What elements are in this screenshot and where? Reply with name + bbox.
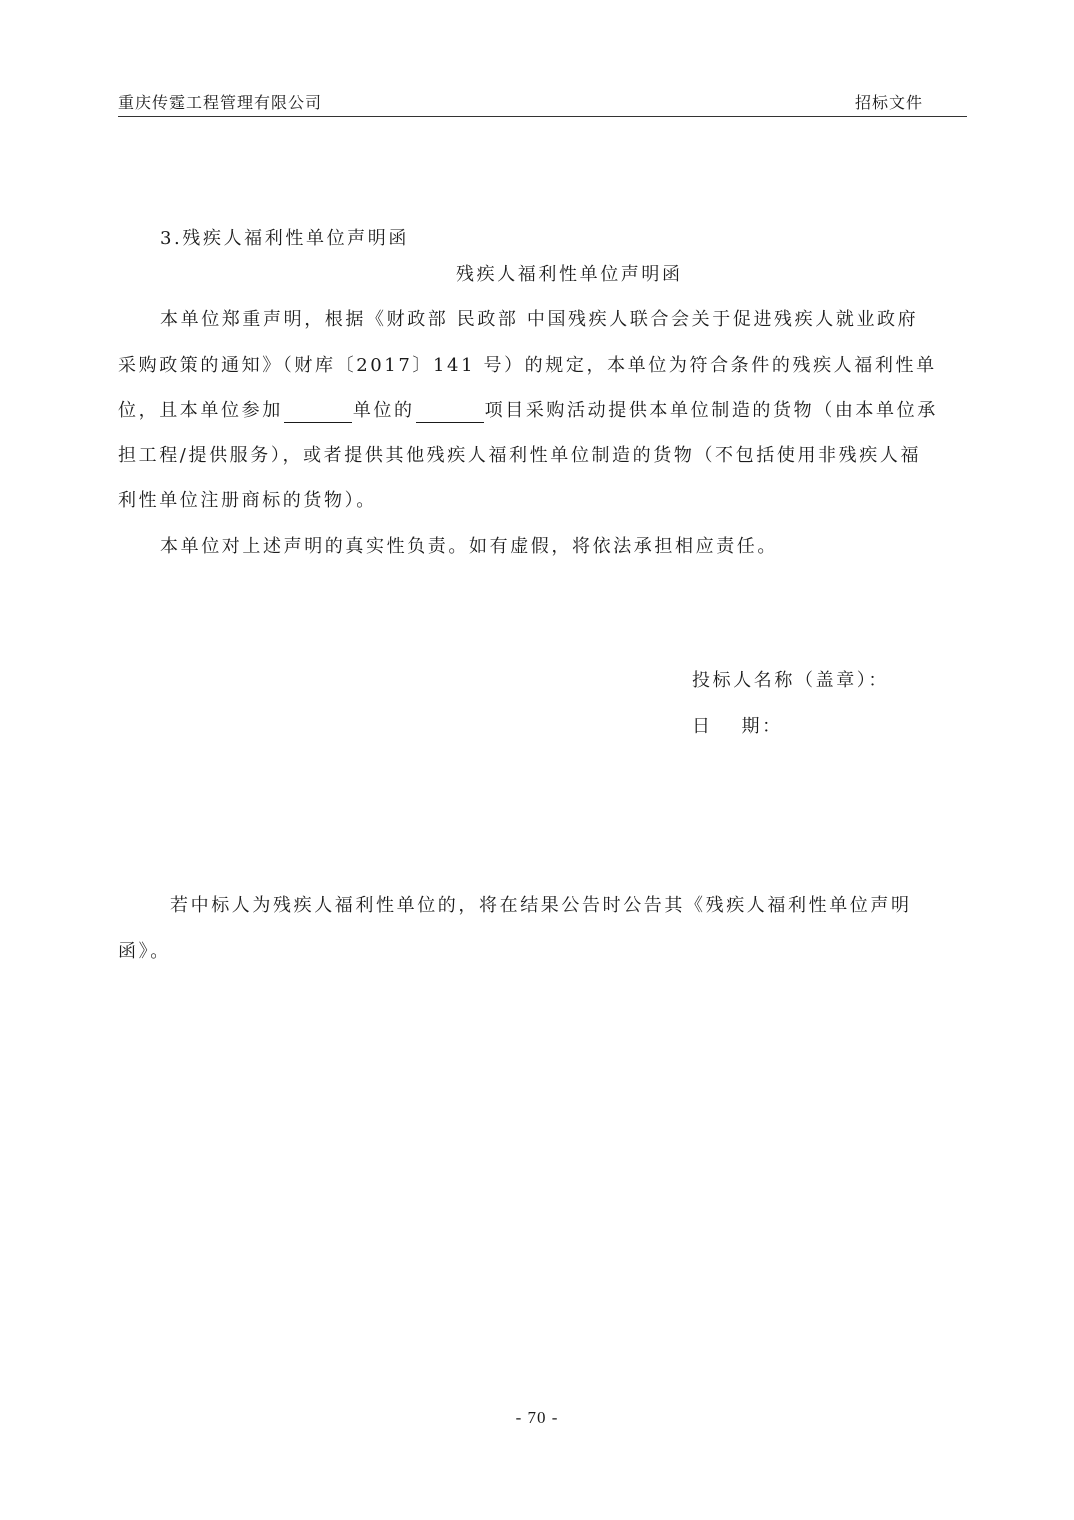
statement-line-5: 利性单位注册商标的货物）。: [118, 490, 377, 511]
statement-line-3-part-b: 单位的: [352, 400, 415, 421]
statement-line-4: 担工程/提供服务），或者提供其他残疾人福利性单位制造的货物（不包括使用非残疾人福: [118, 445, 922, 466]
document-type: 招标文件: [854, 93, 923, 112]
statement-line-3-part-a: 位，且本单位参加: [118, 400, 283, 421]
statement-line-3: [118, 399, 938, 423]
note-line-1: 若中标人为残疾人福利性单位的，将在结果公告时公告其《残疾人福利性单位声明: [170, 895, 912, 916]
blank-project-field: [416, 404, 484, 423]
date-label: 日 期：: [692, 716, 783, 737]
section-heading: 3.残疾人福利性单位声明函: [160, 228, 409, 249]
page-header: [118, 88, 967, 117]
bidder-name-label: 投标人名称（盖章）：: [692, 670, 889, 691]
blank-unit-field: [284, 404, 352, 423]
statement-line-3-part-c: 项目采购活动提供本单位制造的货物（由本单位承: [484, 400, 938, 421]
responsibility-statement: 本单位对上述声明的真实性负责。如有虚假，将依法承担相应责任。: [160, 536, 778, 557]
statement-line-1: 本单位郑重声明，根据《财政部 民政部 中国残疾人联合会关于促进残疾人就业政府: [160, 309, 919, 330]
statement-line-2: 采购政策的通知》（财库〔2017〕141 号）的规定，本单位为符合条件的残疾人福利性单: [118, 355, 937, 376]
page-number: - 70 -: [515, 1408, 559, 1427]
note-line-2: 函》。: [118, 941, 171, 962]
declaration-title: 残疾人福利性单位声明函: [456, 264, 683, 285]
company-name: 重庆传霆工程管理有限公司: [118, 93, 323, 112]
